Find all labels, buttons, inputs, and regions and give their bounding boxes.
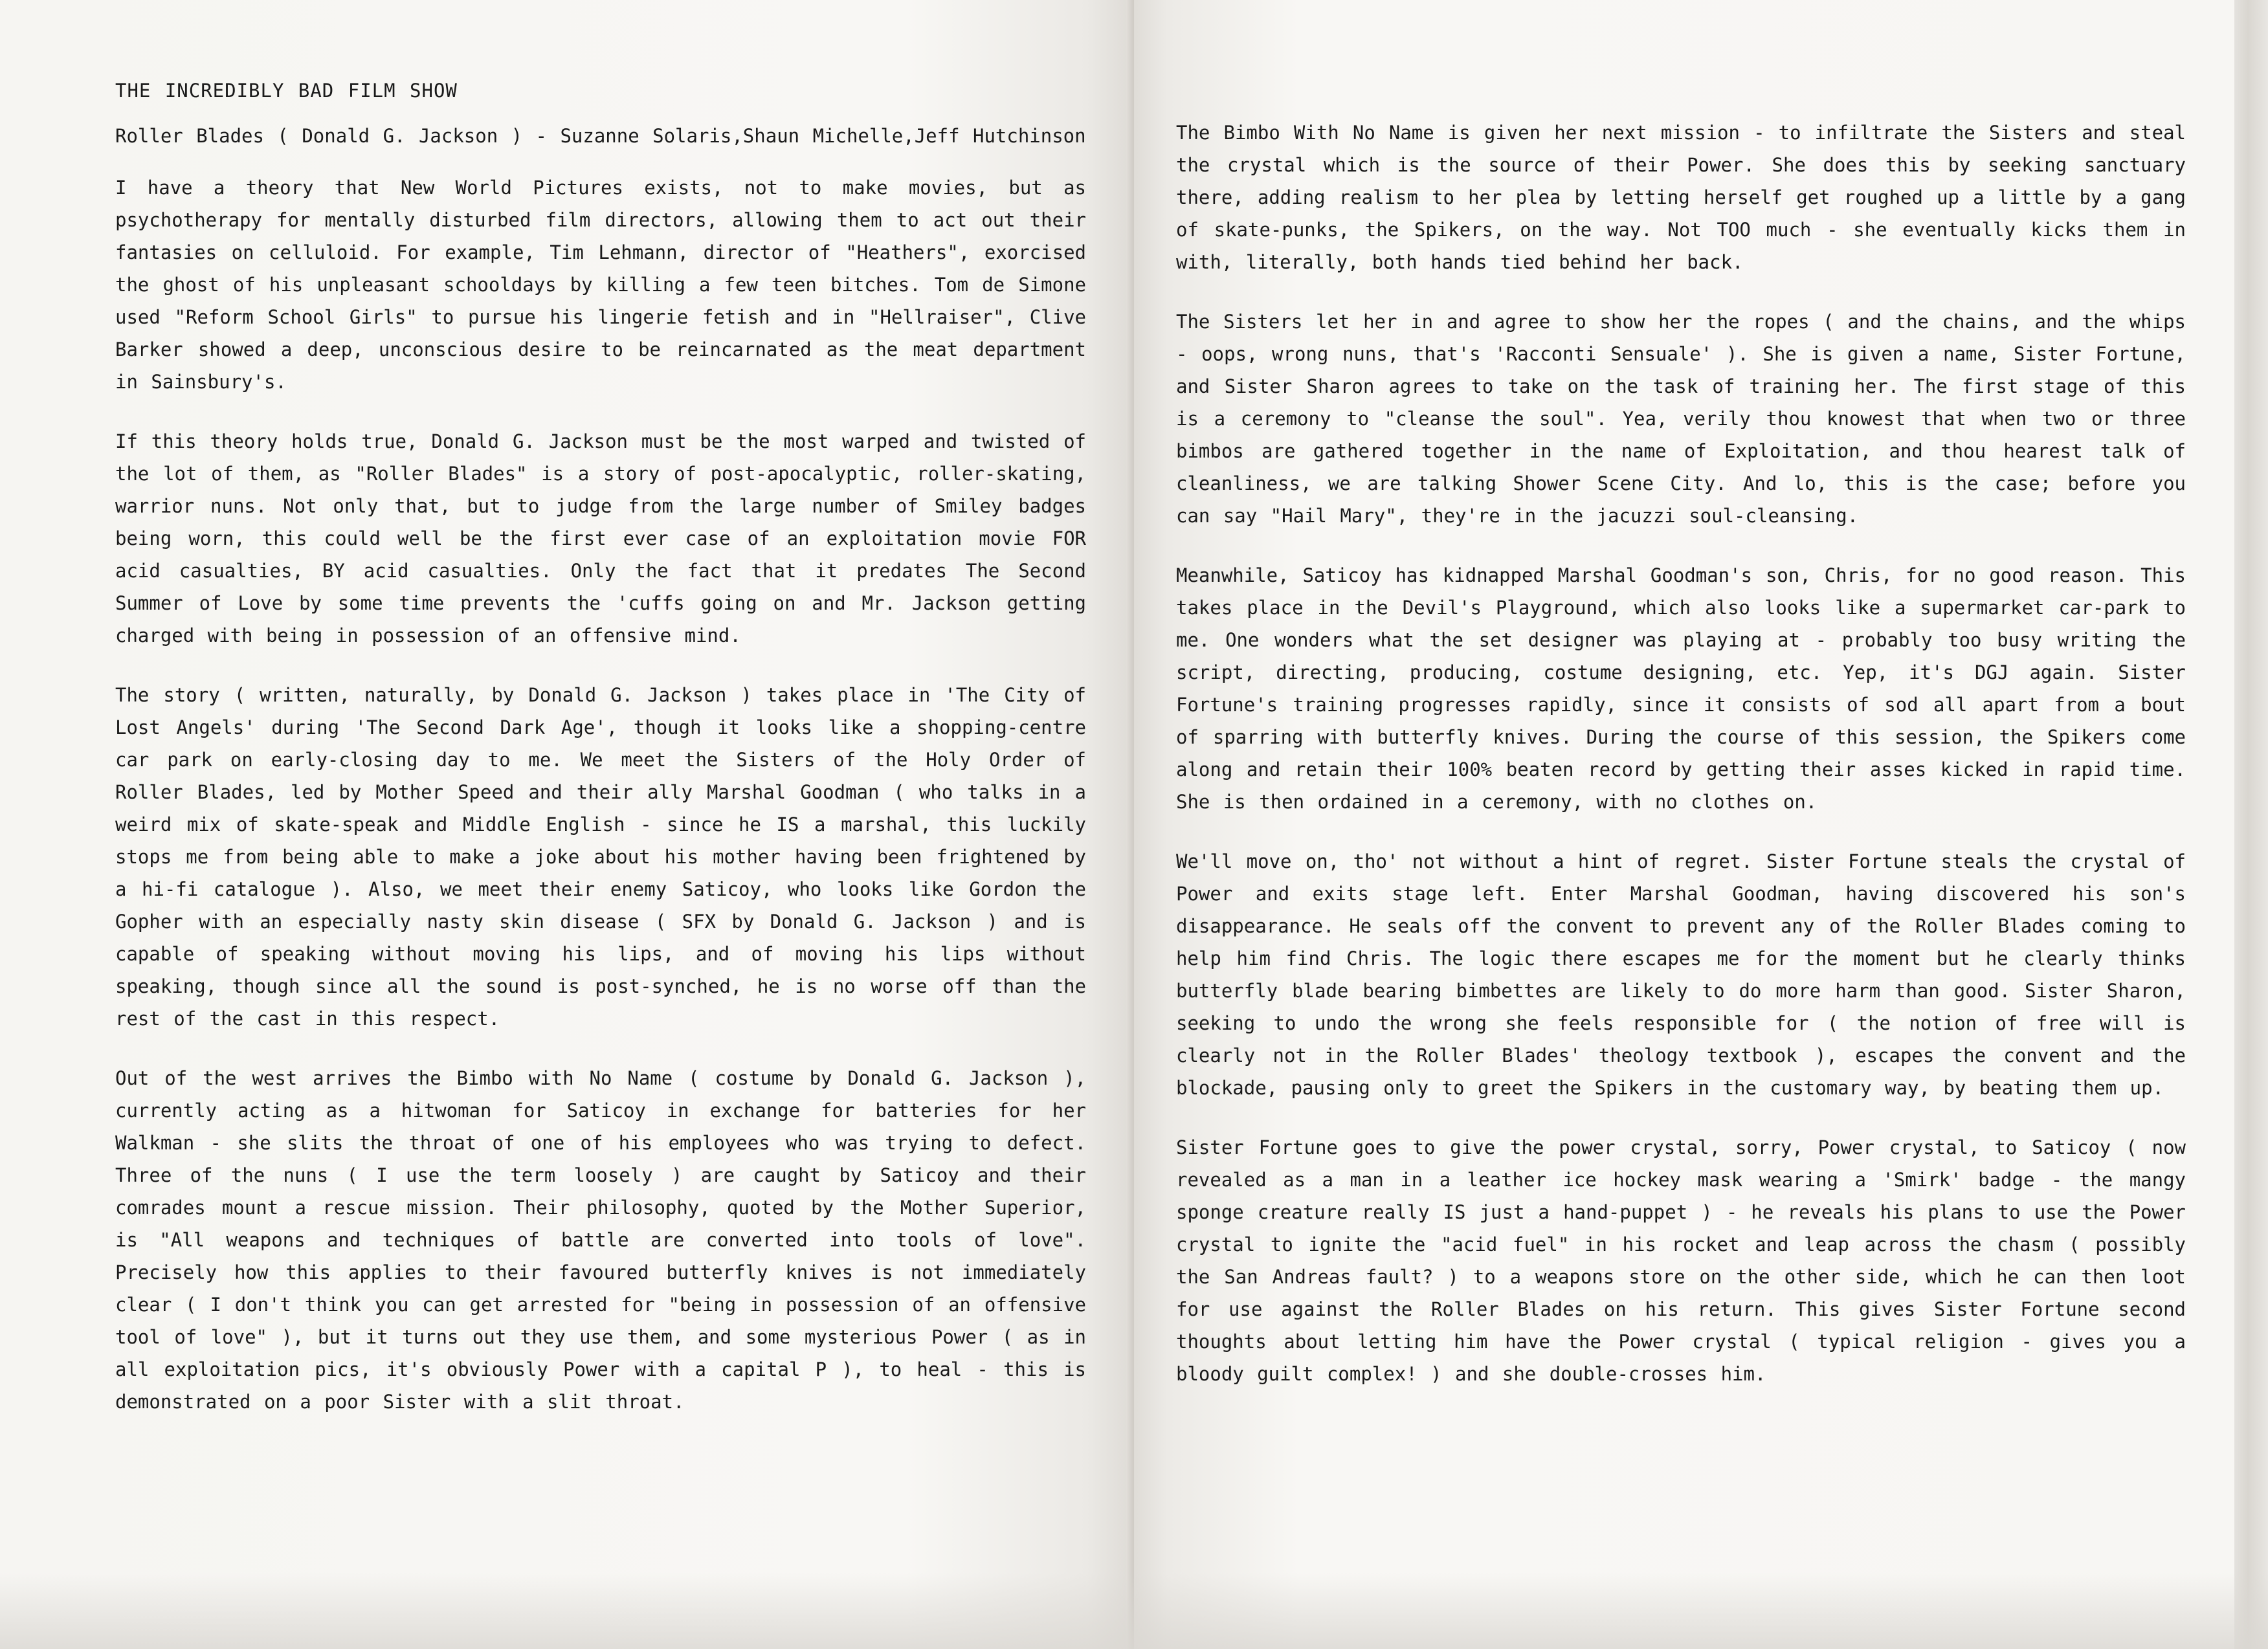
paragraph: The Sisters let her in and agree to show her the ropes ( and the chains, and the whips - oops, wrong nuns, that's 'Racconti Sensuale' ). She is given a name, Sister Fortune, and Sister Sharon agrees to take on the task of training her. The first stage of this is a ceremony to "cleanse the soul". Yea, verily thou knowest that when two or three bimbos are gathered together in the name of Exploitation, and thou hearest talk of cleanliness, we are talking Shower Scene City. And lo, this is the case; before you can say "Hail Mary", they're in the jacuzzi soul-cleansing. (1176, 311, 2186, 527)
paragraph: Out of the west arrives the Bimbo with No Name ( costume by Donald G. Jackson ), currently acting as a hitwoman for Saticoy in exchange for batteries for her Walkman - she slits the throat of one of his employees who was trying to defect. Three of the nuns ( I use the term loosely ) are caught by Saticoy and their comrades mount a rescue mission. Their philosophy, quoted by the Mother Superior, is "All weapons and techniques of battle are converted into tools of love". Precisely how this applies to their favoured butterfly knives is not immediately clear ( I don't think you can get arrested for "being in possession of an offensive tool of love" ), but it turns out they use them, and some mysterious Power ( as in all exploitation pics, it's obviously Power with a capital P ), to heal - this is demonstrated on a poor Sister with a slit throat. (115, 1067, 1086, 1413)
paragraph: Meanwhile, Saticoy has kidnapped Marshal Goodman's son, Chris, for no good reason. This takes place in the Devil's Playground, which also looks like a supermarket car-park to me. One wonders what the set designer was playing at - probably too busy writing the script, directing, producing, costume designing, etc. Yep, it's DGJ again. Sister Fortune's training progresses rapidly, since it consists of sod all apart from a bout of sparring with butterfly knives. During the course of this session, the Spikers come along and retain their 100% beaten record by getting their asses kicked in rapid time. She is then ordained in a ceremony, with no clothes on. (1176, 564, 2186, 813)
paragraph: If this theory holds true, Donald G. Jackson must be the most warped and twisted of the lot of them, as "Roller Blades" is a story of post-apocalyptic, roller-skating, warrior nuns. Not only that, but to judge from the large number of Smiley badges being worn, this could well be the first ever case of an exploitation movie FOR acid casualties, BY acid casualties. Only the fact that it predates The Second Summer of Love by some time prevents the 'cuffs going on and Mr. Jackson getting charged with being in possession of an offensive mind. (115, 430, 1086, 647)
left-page (0, 0, 1133, 1649)
right-page (1134, 0, 2234, 1649)
left-column (115, 74, 1086, 1445)
paragraph: We'll move on, tho' not without a hint of regret. Sister Fortune steals the crystal of Power and exits stage left. Enter Marshal Goodman, having discovered his son's disappearance. He seals off the convent to prevent any of the Roller Blades coming to help him find Chris. The logic there escapes me for the moment but he clearly thinks butterfly blade bearing bimbettes are likely to do more harm than good. Sister Sharon, seeking to undo the wrong she feels responsible for ( the notion of free will is clearly not in the Roller Blades' theology textbook ), escapes the convent and the blockade, pausing only to greet the Spikers in the customary way, by beating them up. (1176, 850, 2186, 1099)
paragraph: The story ( written, naturally, by Donald G. Jackson ) takes place in 'The City of Lost Angels' during 'The Second Dark Age', though it looks like a shopping-centre car park on early-closing day to me. We meet the Sisters of the Holy Order of Roller Blades, led by Mother Speed and their ally Marshal Goodman ( who talks in a weird mix of skate-speak and Middle English - since he IS a marshal, this luckily stops me from being able to make a joke about his mother having been frightened by a hi-fi catalogue ). Also, we meet their enemy Saticoy, who looks like Gordon the Gopher with an especially nasty skin disease ( SFX by Donald G. Jackson ) and is capable of speaking without moving his lips, and of moving his lips without speaking, though since all the sound is post-synched, he is no worse off than the rest of the cast in this respect. (115, 684, 1086, 1030)
right-column (1176, 116, 2186, 1417)
bottom-shadow (0, 1573, 2268, 1649)
paragraph: Sister Fortune goes to give the power crystal, sorry, Power crystal, to Saticoy ( now revealed as a man in a leather ice hockey mask wearing a 'Smirk' badge - the mangy sponge creature really IS just a hand-puppet ) - he reveals his plans to use the Power crystal to ignite the "acid fuel" in his rocket and leap across the chasm ( possibly the San Andreas fault? ) to a weapons store on the other side, which he can then loot for use against the Roller Blades on his return. This gives Sister Fortune second thoughts about letting him have the Power crystal ( typical religion - gives you a bloody guilt complex! ) and she double-crosses him. (1176, 1136, 2186, 1385)
article-title: THE INCREDIBLY BAD FILM SHOW (115, 80, 458, 102)
paragraph: I have a theory that New World Pictures exists, not to make movies, but as psychotherapy for mentally disturbed film directors, allowing them to act out their fantasies on celluloid. For example, Tim Lehmann, director of "Heathers", exorcised the ghost of his unpleasant schooldays by killing a few teen bitches. Tom de Simone used "Reform School Girls" to pursue his lingerie fetish and in "Hellraiser", Clive Barker showed a deep, unconscious desire to be reincarnated as the meat department in Sainsbury's. (115, 177, 1086, 393)
paragraph: The Bimbo With No Name is given her next mission - to infiltrate the Sisters and steal the crystal which is the source of their Power. She does this by seeking sanctuary there, adding realism to her plea by letting herself get roughed up a little by a gang of skate-punks, the Spikers, on the way. Not TOO much - she eventually kicks them in with, literally, both hands tied behind her back. (1176, 122, 2186, 273)
page-edge (2234, 0, 2268, 1649)
film-byline: Roller Blades ( Donald G. Jackson ) - Suzanne Solaris,Shaun Michelle,Jeff Hutchinson (115, 125, 1086, 147)
